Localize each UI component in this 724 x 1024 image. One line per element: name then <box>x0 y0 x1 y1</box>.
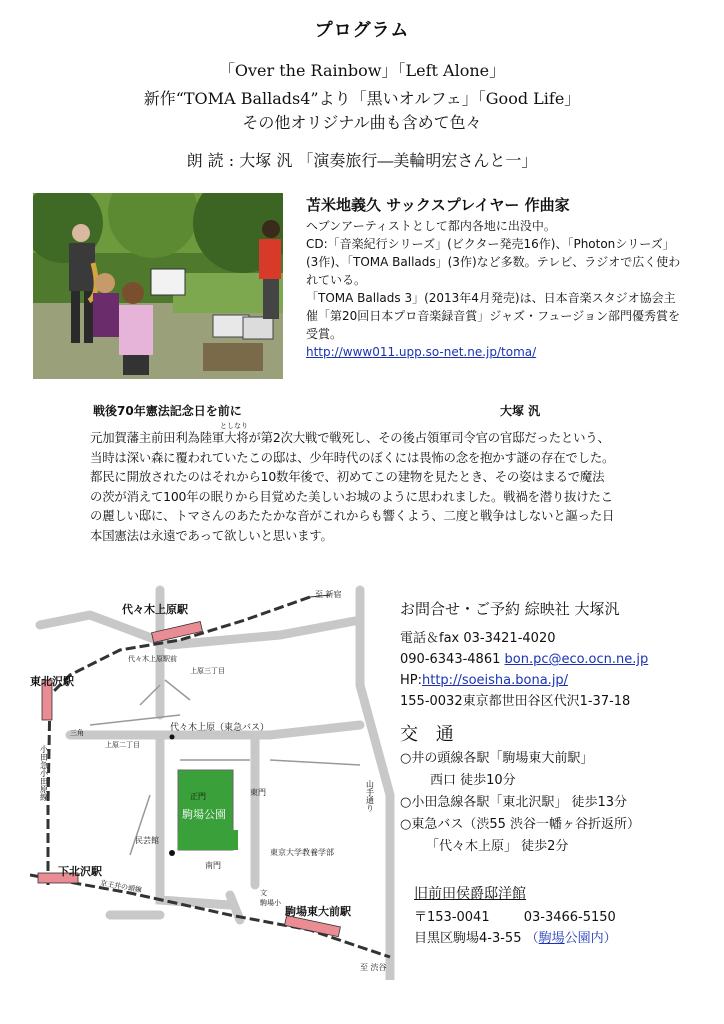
label-odakyu-line: 小田急小田原線 <box>39 745 49 801</box>
station-shimokitazawa: 下北沢駅 <box>58 865 102 878</box>
contact-address: 155-0032東京都世田谷区代沢1-37-18 <box>400 694 631 709</box>
venue-park-post: 公園内） <box>564 931 617 946</box>
label-bus-stop: 代々木上原（東急バス） <box>170 723 270 733</box>
essay-author: 大塚 汎 <box>500 404 541 418</box>
artist-heading: 苫米地義久 サックスプレイヤー 作曲家 <box>306 196 570 214</box>
essay-text: 元加賀藩主前田利為陸軍大将が第2次大戦で戦死し、その後占領軍司令官の官邸だったという、当時は深い森に覆われていたこの邸は、少年時代のぼくには畏怖の念を抱かす謎の存在でした。都民に開放されたのはそれから10数年後で、初めてこの建物を見たとき、その姿はまるで魔法の茨が消えて100年の眠りから目覚めた美しいお城のように思われました。戦禍を潜り抜けたこの麗しい邸に、トマさんのあたたかな音がこれからも響くよう、二度と戦争はしないと謳った日本国憲法は永遠であって欲しいと思います。 <box>90 430 615 543</box>
email-link[interactable]: bon.pc@eco.ocn.ne.jp <box>504 652 649 667</box>
bio-paragraph-1: ヘブンアーティストとして都内各地に出没中。 <box>306 219 556 233</box>
venue-postal: 〒153-0041 <box>414 910 490 925</box>
transport-section <box>400 724 720 858</box>
hp-label: HP: <box>400 673 422 688</box>
venue-postal-line <box>414 907 714 928</box>
label-yamate-dori: 山手通り <box>365 780 375 812</box>
program-line-2: 新作“TOMA Ballads4”より「黒いオルフェ」「Good Life」 <box>143 89 581 108</box>
access-map <box>30 585 400 980</box>
station-higashi-kitazawa: 東北沢駅 <box>30 675 74 688</box>
label-east-gate: 東門 <box>250 788 266 797</box>
label-south-gate: 南門 <box>205 861 221 870</box>
venue-name: 旧前田侯爵邸洋館 <box>414 886 526 902</box>
venue-address: 目黒区駒場4-3-55 <box>414 931 522 946</box>
transport-line-3: ○小田急線各駅「東北沢駅」 徒歩13分 <box>400 795 628 810</box>
label-main-gate: 正門 <box>190 792 206 801</box>
bio-paragraph-2: CD:「音楽紀行シリーズ」(ビクター発売16作)、「Photonシリーズ」(3作)、「TOMA Ballads」(3作)など多数。テレビ、ラジオで広く使われている。 <box>306 237 681 287</box>
label-park: 駒場公園 <box>182 808 226 821</box>
program-title: プログラム <box>314 20 410 41</box>
phone-line <box>400 628 720 649</box>
transport-line-4: ○東急バス（渋55 渋谷一幡ヶ谷折返所） <box>400 817 641 832</box>
hp-link[interactable]: http://soeisha.bona.jp/ <box>422 673 569 688</box>
transport-line-5: 「代々木上原」 徒歩2分 <box>426 839 569 854</box>
label-sankaku: 三角 <box>70 729 84 737</box>
mobile-number: 090-6343-4861 <box>400 652 501 667</box>
reading-line: 朗 読 : 大塚 汎 「演奏旅行―美輪明宏さんと一」 <box>186 151 538 170</box>
saxophone-performance-photo <box>33 193 283 379</box>
bio-paragraph-3: 「TOMA Ballads 3」(2013年4月発売)は、日本音楽スタジオ協会主催「第20回日本プロ音楽録音賞」ジャズ・フュージョン部門優秀賞を受賞。 <box>306 291 680 341</box>
venue-address-line <box>414 928 714 949</box>
label-uehara-2: 上原二丁目 <box>105 741 140 749</box>
label-keio-line: 京王井の頭線 <box>99 879 143 895</box>
hp-line <box>400 670 720 691</box>
transport-line-2: 西口 徒歩10分 <box>430 773 516 788</box>
contact-heading: お問合せ・ご予約 綜映社 大塚汎 <box>400 600 620 618</box>
label-komaba-sho: 駒場小 <box>260 899 281 907</box>
program-line-3: その他オリジナル曲も含めて色々 <box>242 113 482 132</box>
venue-park-pre: （ <box>525 931 539 946</box>
label-komaba-sho-mark: 文 <box>260 889 267 897</box>
station-komaba-todaimae: 駒場東大前駅 <box>285 905 351 918</box>
program-line-1: 「Over the Rainbow」「Left Alone」 <box>218 61 506 80</box>
label-mingeikan: 民芸館 <box>135 836 159 845</box>
tel-number: 03-3421-4020 <box>463 631 556 646</box>
artist-bio <box>306 196 686 361</box>
station-yoyogi-uehara: 代々木上原駅 <box>122 603 188 616</box>
contact-section <box>400 598 720 712</box>
label-station-front: 代々木上原駅前 <box>128 655 177 663</box>
transport-heading: 交 通 <box>400 724 460 745</box>
artist-website-link[interactable]: http://www011.upp.so-net.ne.jp/toma/ <box>306 345 537 359</box>
venue-section <box>414 884 714 949</box>
name-ruby-reading: としなり <box>220 422 248 430</box>
essay-title: 戦後70年憲法記念日を前に <box>93 404 242 418</box>
tel-label: 電話＆fax <box>400 631 460 646</box>
label-university: 東京大学教養学部 <box>270 848 334 857</box>
label-uehara-3: 上原三丁目 <box>190 667 225 675</box>
venue-tel: 03-3466-5150 <box>523 910 616 925</box>
venue-park-link[interactable]: 駒場 <box>538 931 565 946</box>
mobile-line <box>400 649 720 670</box>
label-shibuya: 至 渋谷 <box>360 963 387 972</box>
transport-line-1: ○井の頭線各駅「駒場東大前駅」 <box>400 751 594 766</box>
label-shinjuku: 至 新宿 <box>315 590 342 599</box>
